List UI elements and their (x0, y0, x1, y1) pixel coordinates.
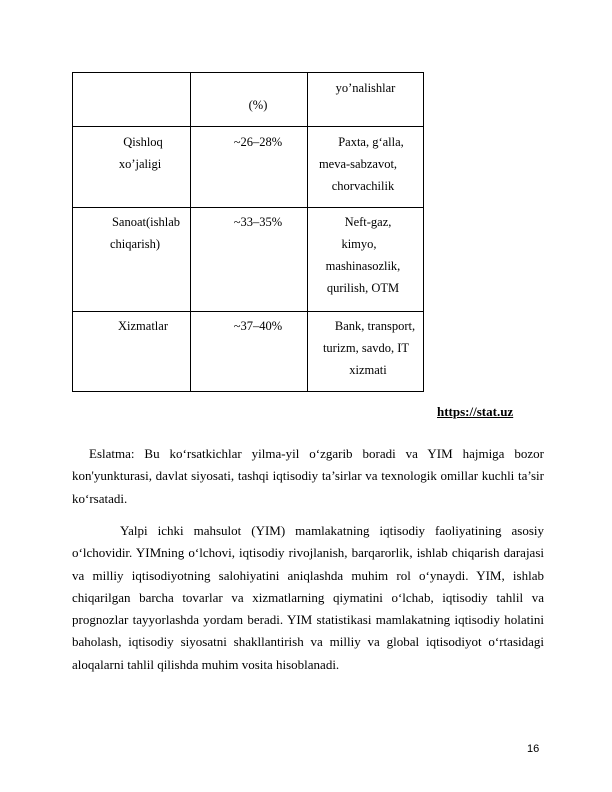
table-row-divider (73, 311, 423, 312)
table-row-2-share: ~33–35% (233, 215, 283, 229)
table-row-1-sector: Qishloq xo’jaligi (118, 135, 163, 171)
table-column-divider (307, 73, 308, 391)
table-row-1-directions: Paxta, g‘alla, meva-sabzavot, chorvachilik (318, 135, 404, 193)
body-paragraph: Yalpi ichki mahsulot (YIM) mamlakatning iqtisodiy faoliyatining asosiy o‘lchovidir. YIMning o‘lchovi, iqtisodiy rivojlanish, barqarorlik, ishlab chiqarish darajasi va milliy iqtisodiyotning salohiyatini aniqlashda muhim rol o‘ynaydi. YIM, ishlab chiqarilgan barcha tovarlar va xizmatlarning qiymatini o‘lchab, iqtisodiy tahlil va prognozlar tayyorlashda yordam beradi. YIM statistikasi mamlakatning iqtisodiy holatini baholash, iqtisodiy siyosatni shakllantirish va milliy va global iqtisodiyot o‘rtasidagi aloqalarni tahlil qilishda muhim vosita hisoblanadi. (72, 523, 544, 672)
table-row-3-share: ~37–40% (233, 319, 283, 333)
sector-share-table (72, 72, 424, 392)
table-row-2-sector: Sanoat(ishlab chiqarish) (110, 215, 181, 251)
table-row-1-share: ~26–28% (233, 135, 283, 149)
note-paragraph: Eslatma: Bu ko‘rsatkichlar yilma-yil o‘zgarib boradi va YIM hajmiga bozor kon'yunkturasi, davlat siyosati, tashqi iqtisodiy ta’sirlar va texnologik omillar kuchli ta’sir ko‘rsatadi. (72, 446, 544, 506)
table-row-divider (73, 126, 423, 127)
page-number: 16 (527, 743, 540, 755)
table-row-2-directions: Neft-gaz, kimyo, mashinasozlik, qurilish, OTM (325, 215, 401, 295)
header-directions: yo’nalishlar (335, 81, 396, 95)
table-row-divider (73, 207, 423, 208)
table-row-3-sector: Xizmatlar (118, 319, 168, 333)
source-link[interactable]: https://stat.uz (437, 404, 514, 419)
header-percent: (%) (248, 98, 268, 112)
table-row-3-directions: Bank, transport, turizm, savdo, IT xizmati (322, 319, 416, 377)
